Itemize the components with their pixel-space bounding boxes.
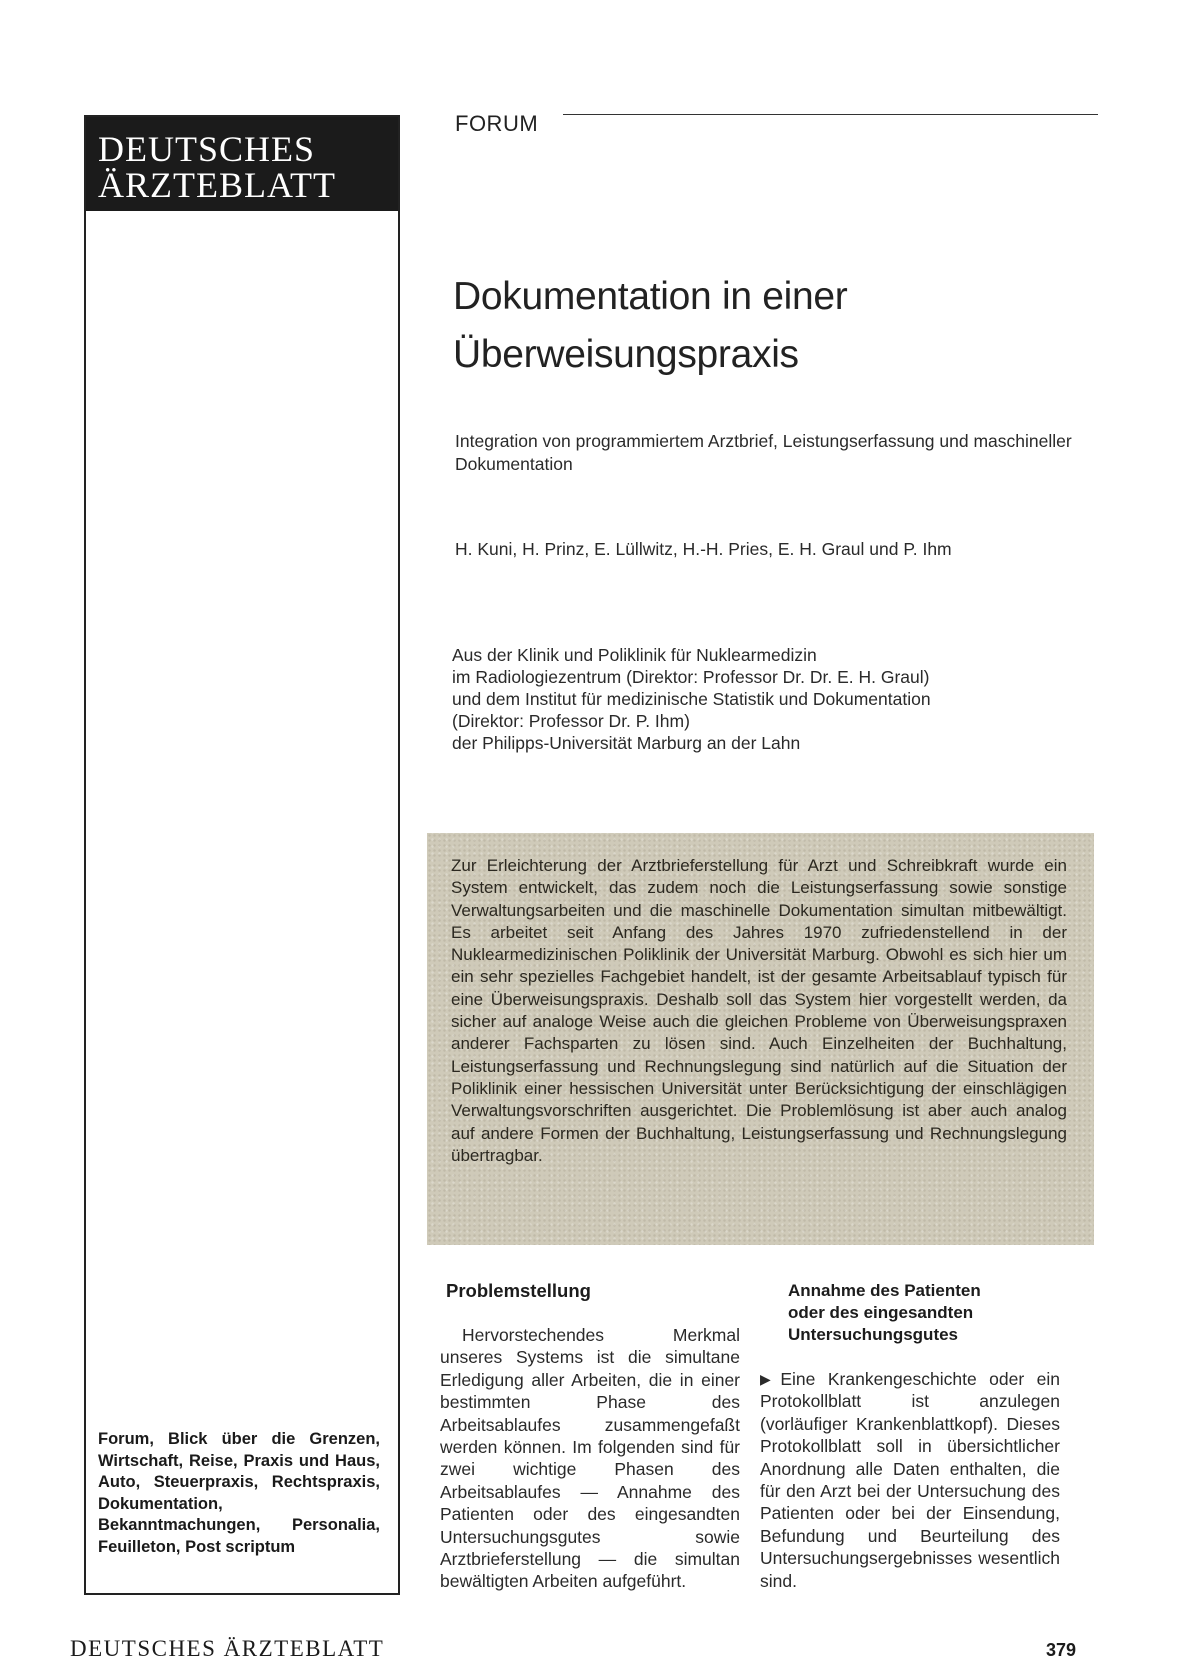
affiliation-line: im Radiologiezentrum (Direktor: Professor Dr. Dr. E. H. Graul) bbox=[452, 667, 930, 687]
article-title-line-2: Überweisungspraxis bbox=[453, 333, 799, 376]
header-rule bbox=[563, 114, 1098, 115]
sidebar-sections-list: Forum, Blick über die Grenzen, Wirtschaft, Reise, Praxis und Haus, Auto, Steuerpraxis, Rechtspraxis, Dokumentation, Bekanntmachungen, Personalia, Feuilleton, Post scriptum bbox=[98, 1430, 380, 1556]
section-heading-problemstellung: Problemstellung bbox=[446, 1280, 591, 1301]
article-authors: H. Kuni, H. Prinz, E. Lüllwitz, H.-H. Pries, E. H. Graul und P. Ihm bbox=[455, 539, 952, 559]
section-text-annahme-body: Eine Krankengeschichte oder ein Protokollblatt ist anzulegen (vorläufiger Krankenblattkopf). Dieses Protokollblatt soll in übersichtlicher Anordnung alle Daten enthalten, die für den Arzt bei der Untersuchung des Patienten oder bei der Einsendung, Befundung und Beurteilung des Untersuchungsergebnisses wesentlich sind. bbox=[760, 1369, 1060, 1591]
section-label: FORUM bbox=[455, 111, 539, 136]
masthead-line-2: ÄRZTEBLATT bbox=[98, 165, 336, 205]
section-heading-line: Untersuchungsgutes bbox=[788, 1325, 959, 1344]
masthead-line-1: DEUTSCHES bbox=[98, 129, 316, 169]
article-subtitle: Integration von programmiertem Arztbrief, Leistungserfassung und maschineller Dokumentation bbox=[455, 431, 1072, 474]
sidebar bbox=[84, 115, 400, 1595]
page-number: 379 bbox=[1046, 1640, 1077, 1660]
body-column-left bbox=[440, 1280, 740, 1593]
abstract-box bbox=[427, 833, 1094, 1245]
section-text-annahme bbox=[760, 1368, 1060, 1592]
abstract-text: Zur Erleichterung der Arztbrieferstellung für Arzt und Schreibkraft wurde ein System entwickelt, das zudem noch die Leistungserfassung sowie sonstige Verwaltungsarbeiten und die maschinelle Dokumentation simultan mitbewältigt. Es arbeitet seit Anfang des Jahres 1970 zufriedenstellend in der Nuklearmedizinischen Poliklinik der Universität Marburg. Obwohl es sich hier um ein sehr spezielles Fachgebiet handelt, ist der gesamte Arbeitsablauf typisch für eine Überweisungspraxis. Deshalb soll das System hier vorgestellt werden, da sicher auf analoge Weise auch die gleichen Probleme von Überweisungspraxen anderer Fachsparten zu lösen sind. Auch Einzelheiten der Buchhaltung, Leistungserfassung und Rechnungslegung sind natürlich auf die Situation der Poliklinik einer hessischen Universität unter Berücksichtigung der einschlägigen Verwaltungsvorschriften ausgerichtet. Die Problemlösung ist aber auch analog auf andere Formen der Buchhaltung, Leistungserfassung und Rechnungslegung übertragbar. bbox=[451, 856, 1067, 1165]
section-heading-line: oder des eingesandten bbox=[788, 1303, 974, 1322]
article-title bbox=[453, 268, 1093, 384]
affiliation-line: (Direktor: Professor Dr. P. Ihm) bbox=[452, 711, 690, 731]
article-affiliation bbox=[452, 644, 1092, 754]
affiliation-line: Aus der Klinik und Poliklinik für Nuklearmedizin bbox=[452, 645, 817, 665]
body-column-right bbox=[760, 1280, 1060, 1592]
footer-journal-name: DEUTSCHES ÄRZTEBLATT bbox=[70, 1636, 385, 1661]
section-heading-line: Annahme des Patienten bbox=[788, 1281, 981, 1300]
masthead-logo bbox=[86, 117, 398, 211]
article-title-line-1: Dokumentation in einer bbox=[453, 275, 848, 318]
section-text-problemstellung: Hervorstechendes Merkmal unseres Systems ist die simultane Erledigung aller Arbeiten, die in einer bestimmten Phase des Arbeitsablaufes zusammengefaßt werden können. Im folgenden sind für zwei wichtige Phasen des Arbeitsablaufes — Annahme des Patienten oder des eingesandten Untersuchungsgutes sowie Arztbrieferstellung — die simultan bewältigten Arbeiten aufgeführt. bbox=[440, 1325, 740, 1592]
affiliation-line: und dem Institut für medizinische Statistik und Dokumentation bbox=[452, 689, 931, 709]
affiliation-line: der Philipps-Universität Marburg an der Lahn bbox=[452, 733, 801, 753]
section-heading-annahme bbox=[788, 1280, 1060, 1346]
triangle-bullet-icon: ▶ bbox=[760, 1371, 779, 1387]
